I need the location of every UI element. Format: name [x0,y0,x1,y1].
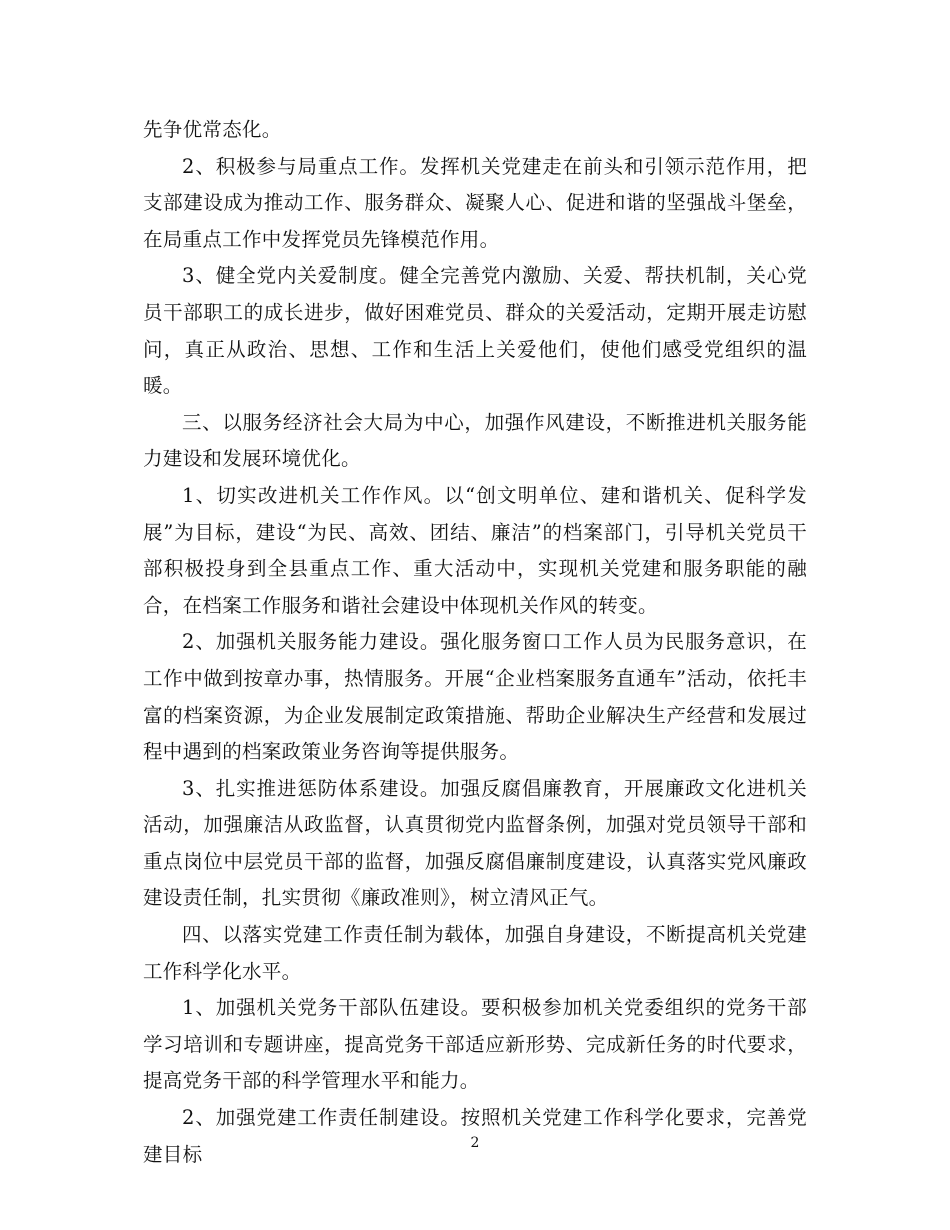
paragraph: 1、加强机关党务干部队伍建设。要积极参加机关党委组织的党务干部学习培训和专题讲座，提高党务干部适应新形势、完成新任务的时代要求，提高党务干部的科学管理水平和能力。 [143,996,807,1093]
paragraph: 先争优常态化。 [143,118,282,141]
document-body [143,112,807,1173]
paragraph: 2、加强机关服务能力建设。强化服务窗口工作人员为民服务意识，在工作中做到按章办事，热情服务。开展“企业档案服务直通车”活动，依托丰富的档案资源，为企业发展制定政策措施、帮助企业解决生产经营和发展过程中遇到的档案政策业务咨询等提供服务。 [143,630,807,764]
paragraph: 2、加强党建工作责任制建设。按照机关党建工作科学化要求，完善党建目标 [143,1106,807,1166]
paragraph: 1、切实改进机关工作作风。以“创文明单位、建和谐机关、促科学发展”为目标，建设“为民、高效、团结、廉洁”的档案部门，引导机关党员干部积极投身到全县重点工作、重大活动中，实现机关党建和服务职能的融合，在档案工作服务和谐社会建设中体现机关作风的转变。 [143,483,807,617]
paragraph: 2、积极参与局重点工作。发挥机关党建走在前头和引领示范作用，把支部建设成为推动工作、服务群众、凝聚人心、促进和谐的坚强战斗堡垒，在局重点工作中发挥党员先锋模范作用。 [143,154,807,251]
paragraph: 3、健全党内关爱制度。健全完善党内激励、关爱、帮扶机制，关心党员干部职工的成长进步，做好困难党员、群众的关爱活动，定期开展走访慰问，真正从政治、思想、工作和生活上关爱他们，使他们感受党组织的温暖。 [143,264,807,398]
section-heading-paragraph: 三、以服务经济社会大局为中心，加强作风建设，不断推进机关服务能力建设和发展环境优化。 [143,410,807,471]
page-number: 2 [470,1135,480,1151]
paragraph: 3、扎实推进惩防体系建设。加强反腐倡廉教育，开展廉政文化进机关活动，加强廉洁从政监督，认真贯彻党内监督条例，加强对党员领导干部和重点岗位中层党员干部的监督，加强反腐倡廉制度建设，认真落实党风廉政建设责任制，扎实贯彻《廉政准则》，树立清风正气。 [143,776,807,910]
section-heading-paragraph: 四、以落实党建工作责任制为载体，加强自身建设，不断提高机关党建工作科学化水平。 [143,923,807,983]
